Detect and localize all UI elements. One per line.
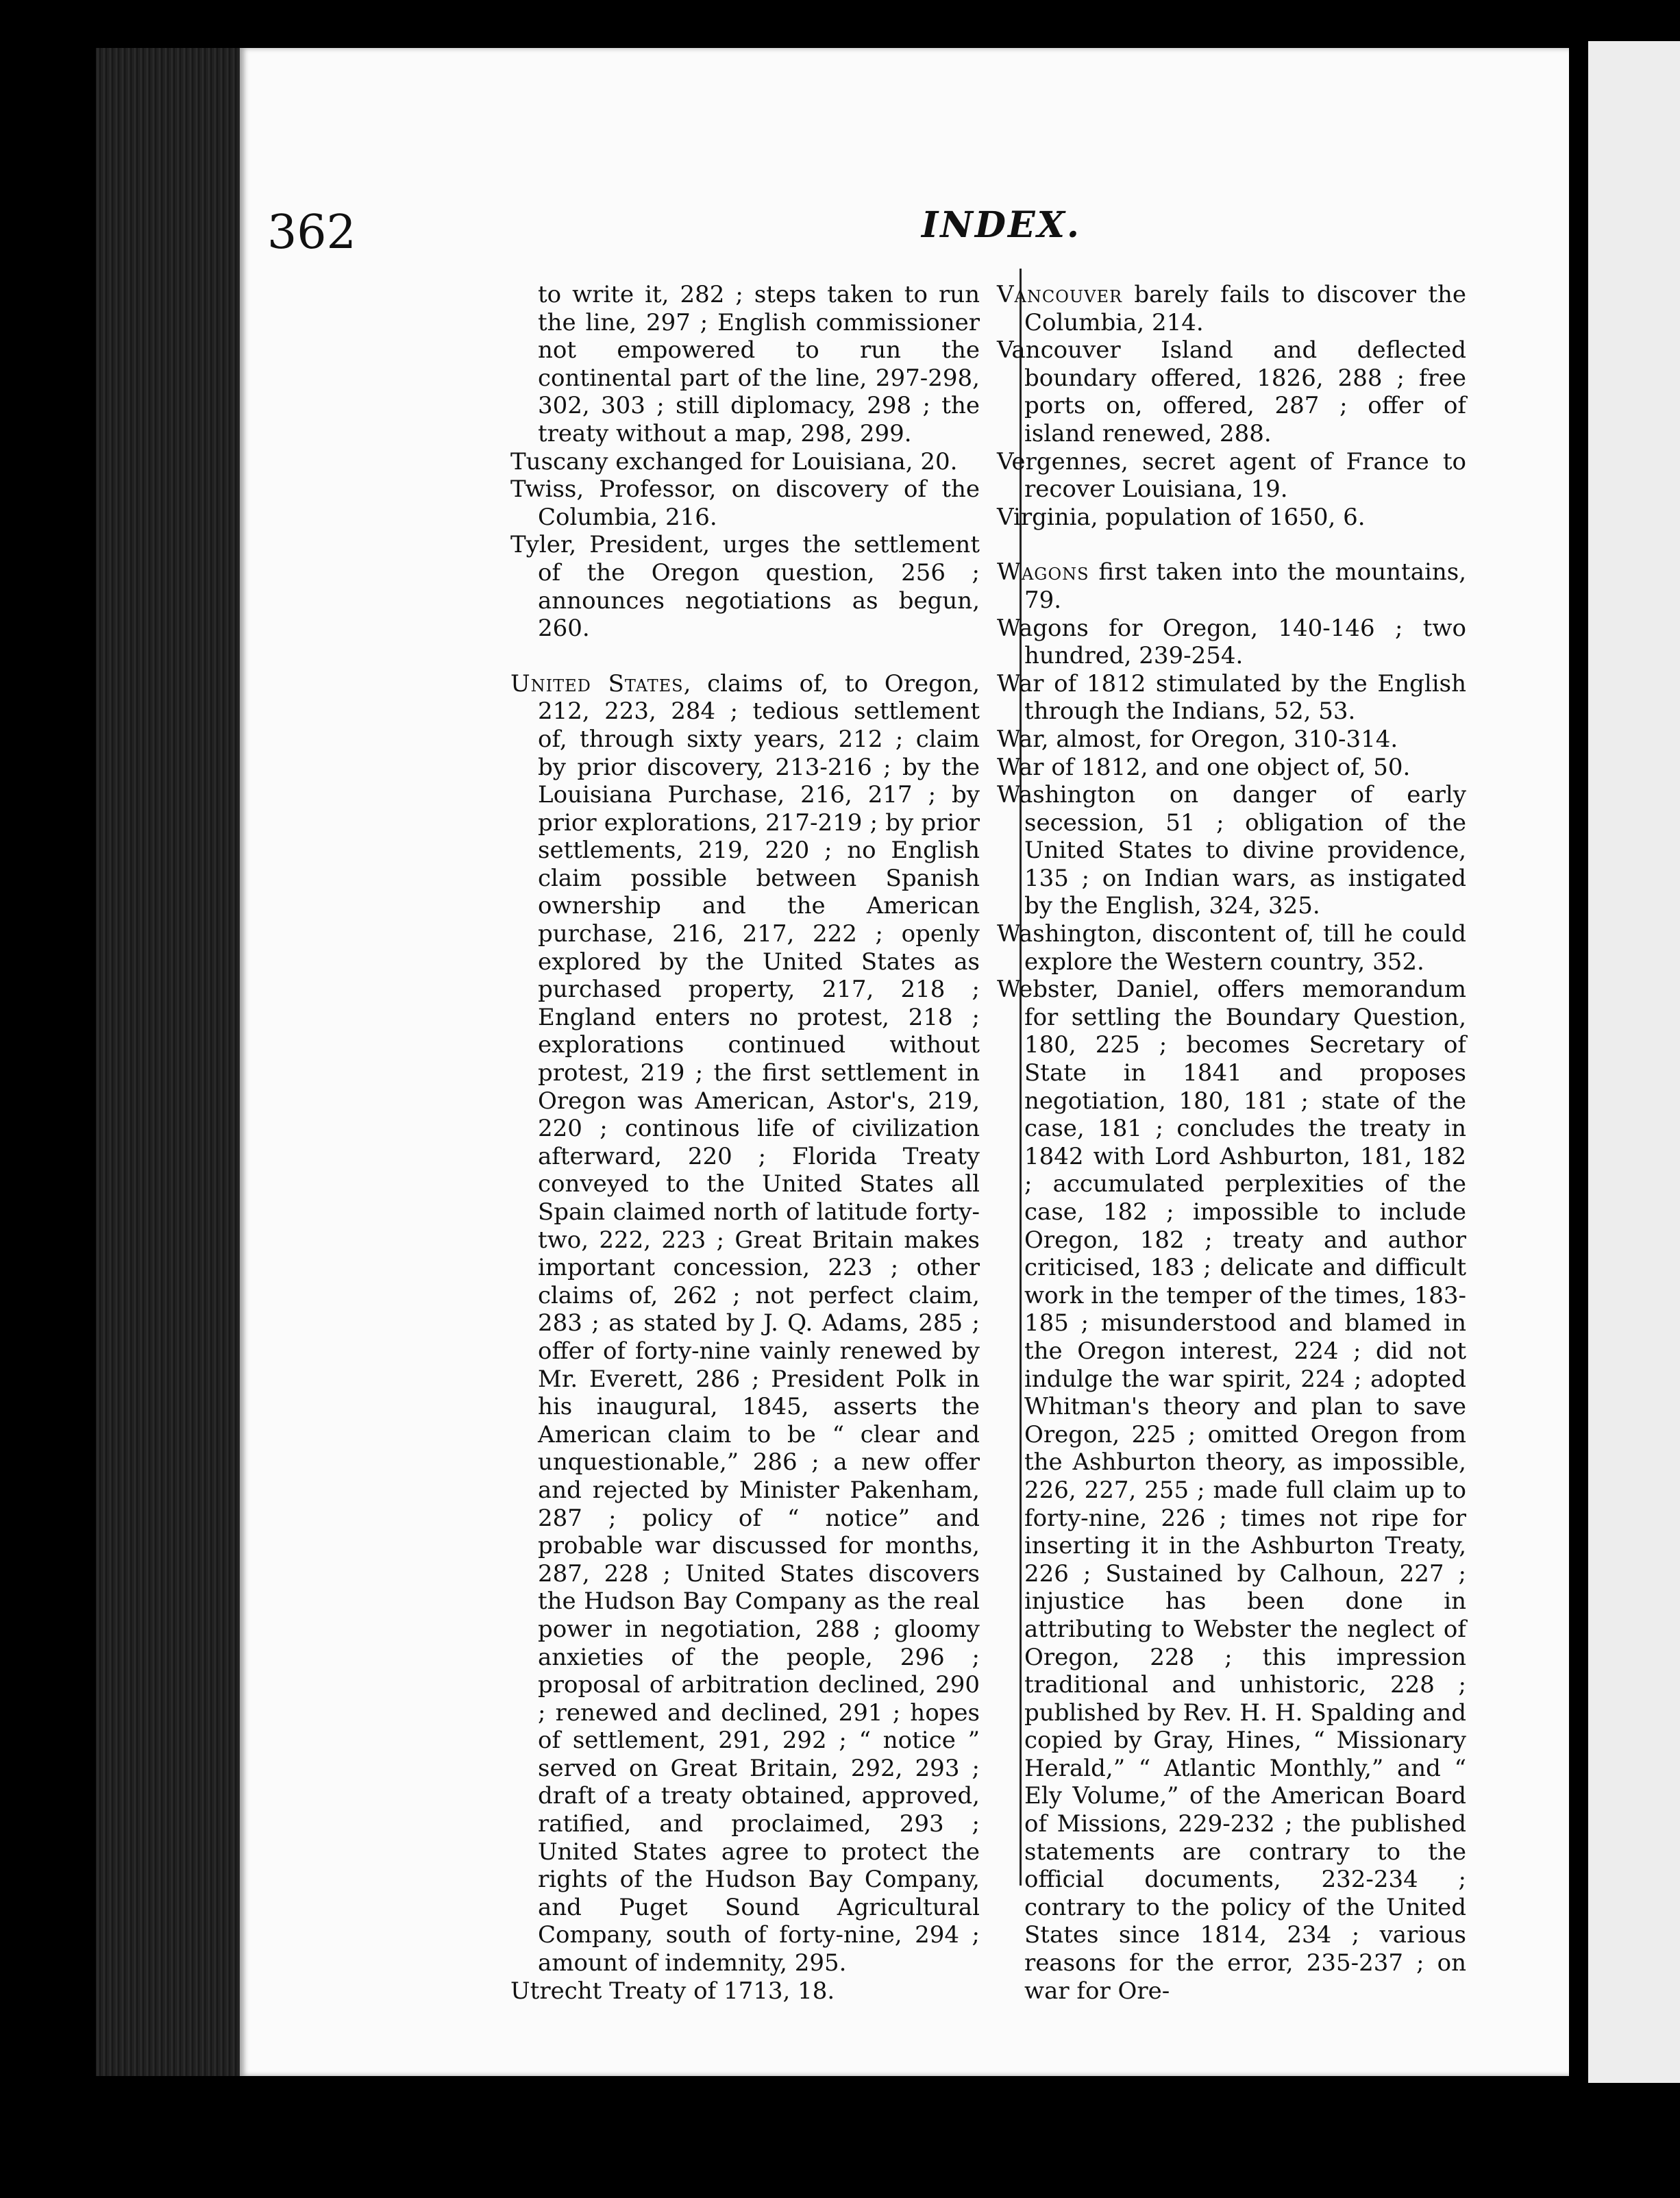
- entry-text: Vancouver Island and deflected boundary offered, 1826, 288 ; free ports on, offered, 287 ; offer of island renewed, 288.: [997, 336, 1466, 447]
- index-entry: [997, 920, 1466, 976]
- entry-text: War of 1812, and one object of, 50.: [997, 753, 1411, 781]
- running-head: INDEX.: [922, 204, 1082, 246]
- index-entry: [510, 476, 980, 531]
- entry-text: , claims of, to Oregon, 212, 223, 284 ; tedious settlement of, through sixty years, 212 ; claim by prior discovery, 213-216 ; by the Louisiana Purchase, 216, 217 ; by prior explorations, 217-219 ; by prior settlements, 219, 220 ; no English claim possible between Spanish ownership and the American purchase, 216, 217, 222 ; openly explored by the United States as purchased property, 217, 218 ; England enters no protest, 218 ; explorations continued without protest, 219 ; the first settlement in Oregon was American, Astor's, 219, 220 ; continous life of civilization afterward, 220 ; Florida Treaty conveyed to the United States all Spain claimed north of latitude forty-two, 222, 223 ; Great Britain makes important concession, 223 ; other claims of, 262 ; not perfect claim, 283 ; as stated by J. Q. Adams, 285 ; offer of forty-nine vainly renewed by Mr. Everett, 286 ; President Polk in his inaugural, 1845, asserts the American claim to be “ clear and unquestionable,” 286 ; a new offer and rejected by Minister Pakenham, 287 ; policy of “ notice” and probable war discussed for months, 287, 228 ; United States discovers the Hudson Bay Company as the real power in negotiation, 288 ; gloomy anxieties of the people, 296 ; proposal of arbitration declined, 290 ; renewed and declined, 291 ; hopes of settlement, 291, 292 ; “ notice ” served on Great Britain, 292, 293 ; draft of a treaty obtained, approved, ratified, and proclaimed, 293 ; United States agree to protect the rights of the Hudson Bay Company, and Puget Sound Agricultural Company, south of forty-nine, 294 ; amount of indemnity, 295.: [538, 669, 980, 1977]
- entry-text: Wagons for Oregon, 140-146 ; two hundred, 239-254.: [997, 614, 1466, 670]
- entry-text: Washington, discontent of, till he could explore the Western country, 352.: [997, 920, 1466, 976]
- page-number: 362: [267, 206, 356, 260]
- facing-page-edge: [1588, 41, 1680, 2083]
- entry-text: War of 1812 stimulated by the English through the Indians, 52, 53.: [997, 669, 1466, 726]
- entry-text: Utrecht Treaty of 1713, 18.: [510, 1977, 835, 2005]
- entry-text: first taken into the mountains, 79.: [1024, 558, 1466, 614]
- entry-text: Webster, Daniel, offers memorandum for settling the Boundary Question, 180, 225 ; becomes Secretary of State in 1841 and proposes negotiation, 180, 181 ; state of the case, 181 ; concludes the treaty in 1842 with Lord Ashburton, 181, 182 ; accumulated perplexities of the case, 182 ; impossible to include Oregon, 182 ; treaty and author criticised, 183 ; delicate and difficult work in the temper of the times, 183-185 ; misunderstood and blamed in the Oregon interest, 224 ; did not indulge the war spirit, 224 ; adopted Whitman's theory and plan to save Oregon, 225 ; omitted Oregon from the Ashburton theory, as impossible, 226, 227, 255 ; made full claim up to forty-nine, 226 ; times not ripe for inserting it in the Ashburton Treaty, 226 ; Sustained by Calhoun, 227 ; injustice has been done in attributing to Webster the neglect of Oregon, 228 ; this impression traditional and unhistoric, 228 ; published by Rev. H. H. Spalding and copied by Gray, Hines, “ Missionary Herald,” “ Atlantic Monthly,” and “ Ely Volume,” of the American Board of Missions, 229-232 ; the published statements are contrary to the official documents, 232-234 ; contrary to the policy of the United States since 1814, 234 ; various reasons for the error, 235-237 ; on war for Ore-: [997, 976, 1466, 2005]
- index-entry: [997, 558, 1466, 614]
- entry-text: barely fails to discover the Columbia, 214.: [1024, 281, 1466, 336]
- index-entry: [510, 1977, 980, 2005]
- index-entry: [997, 448, 1466, 504]
- entry-text: Twiss, Professor, on discovery of the Columbia, 216.: [510, 476, 980, 531]
- index-entry: [997, 976, 1466, 2005]
- index-entry: [510, 448, 980, 476]
- entry-text: Tyler, President, urges the settlement of the Oregon question, 256 ; announces negotiations as begun, 260.: [510, 531, 980, 643]
- entry-text: War, almost, for Oregon, 310-314.: [997, 725, 1398, 753]
- entry-head: Vancouver: [997, 281, 1123, 308]
- index-entry: [997, 281, 1466, 336]
- index-entry: [997, 336, 1466, 447]
- index-column-right: [997, 281, 1466, 2005]
- index-entry: [997, 781, 1466, 920]
- index-entry: [510, 531, 980, 642]
- index-entry: [997, 754, 1466, 782]
- book-binding: [96, 48, 240, 2076]
- index-entry: [997, 615, 1466, 670]
- entry-head: Wagons: [997, 558, 1089, 586]
- entry-text: to write it, 282 ; steps taken to run the line, 297 ; English commissioner not empowered to run the continental part of the line, 297-298, 302, 303 ; still diplomacy, 298 ; the treaty without a map, 298, 299.: [538, 281, 980, 447]
- entry-text: Vergennes, secret agent of France to recover Louisiana, 19.: [997, 447, 1466, 504]
- entry-text: Washington on danger of early secession, 51 ; obligation of the United States to divine providence, 135 ; on Indian wars, as instigated by the English, 324, 325.: [997, 781, 1466, 920]
- index-entry: [510, 281, 980, 448]
- index-entry: [510, 670, 980, 1977]
- index-entry: [997, 504, 1466, 532]
- letter-gap: [510, 643, 980, 670]
- entry-text: Tuscany exchanged for Louisiana, 20.: [510, 447, 958, 476]
- index-entry: [997, 726, 1466, 754]
- entry-text: Virginia, population of 1650, 6.: [997, 503, 1366, 531]
- index-entry: [997, 670, 1466, 726]
- entry-head: United States: [510, 669, 684, 697]
- index-column-left: [510, 281, 980, 2005]
- letter-gap: [997, 531, 1466, 558]
